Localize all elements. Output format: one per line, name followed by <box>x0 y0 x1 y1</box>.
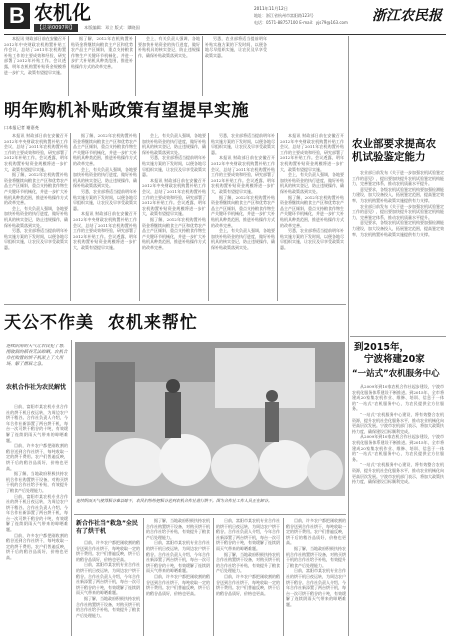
column-divider <box>71 340 72 636</box>
lead-column-1: 本报讯 财政部日前在安徽召开2012年中央财政农机购置补贴工作会议，总结了2011年农机购置补贴工作的主要成效和经验，研究部署了2012年补贴工作。会议透露，明年农机购置补贴资金规模将进一步扩大，政策有望提早实施。 <box>4 36 66 75</box>
lead-body-col-4: 另悉，农业部将适当提前明年补贴实施方案的下发时间，以便各地尽早组织实施，让农民及早享受政策实惠。 本报讯 财政部日前在安徽召开2012年中央财政农机购置补贴工作会议，总结了2011年农机购置补贴工作的主要成效和经验，研究部署了2012年补贴工作。会议透露，明年农机购置补贴资金规模将进一步扩大，政策有望提早实施。 据了解，2012年农机购置补贴资金将继续向粮食主产区和优势农产品主产区倾斜，重点支持粮食作物生产关键环节机械化，并进一步扩大补贴机具种类范围，推进补贴操作方式的改革完善。 会上，有关负责人强调，各地要加快补贴资金的执行进度，做好补贴机具的核实登记，防止违规操作，确保补贴政策落到实处。 <box>211 133 275 250</box>
main-divider <box>348 36 349 636</box>
lead-byline: 口本报记者 谢嘉尧 <box>4 125 39 130</box>
feature-body-col-3: 据了解，当地政府积极扶持农机合作社购置烘干设备，对购买烘干机的合作社给予补贴，有效提升了粮食产后处理能力。 日前，富阳市某农机专业合作社的烘干机日夜运转，为周边农户烘干稻谷。合作社负责人介绍，今年合作社新添置了两台烘干机，每台一次可烘干稻谷约十吨，有效缓解了连续阴雨天气带来的晾晒难题。 目前，许多农户都把刚收割的稻谷送到合作社烘干，每吨收取一定的烘干费用。农户们普遍反映，烘干后的稻谷品质好，价格也更高。 <box>146 518 210 596</box>
lead-column-2: 据了解，2012年农机购置补贴资金将继续向粮食主产区和优势农产品主产区倾斜，重点支持粮食作物生产关键环节机械化，并进一步扩大补贴机具种类范围，推进补贴操作方式的改革完善。 <box>71 36 133 69</box>
lead-headline: 明年购机补贴政策有望提早实施 <box>4 101 249 121</box>
column-divider <box>283 518 284 636</box>
lead-column-3: 会上，有关负责人强调，各地要加快补贴资金的执行进度，做好补贴机具的核实登记，防止违规操作，确保补贴政策落到实处。 <box>138 36 200 58</box>
side-body-1: 农业部日前发布《关于进一步加强农机试验鉴定工作的意见》，提出要加快提升农机试验鉴定机构能力，完善鉴定体系，推动农机质量水平提升。 意见要求，各级农机试验鉴定机构要加强检测能力建设，加大设备投入，拓展鉴定范围，提高鉴定效率，为农机购置补贴政策实施提供有力支撑。 农业部日前发布《关于进一步加强农机试验鉴定工作的意见》，提出要加快提升农机试验鉴定机构能力，完善鉴定体系，推动农机质量水平提升。 意见要求，各级农机试验鉴定机构要加强检测能力建设，加大设备投入，拓展鉴定范围，提高鉴定效率，为农机购置补贴政策实施提供有力支撑。 <box>352 170 444 237</box>
side-headline-1: 农业部要求提高农机试验鉴定能力 <box>352 138 436 163</box>
lead-body-col-1: 本报讯 财政部日前在安徽召开2012年中央财政农机购置补贴工作会议，总结了2011年农机购置补贴工作的主要成效和经验，研究部署了2012年补贴工作。会议透露，明年农机购置补贴资金规模将进一步扩大，政策有望提早实施。 据了解，2012年农机购置补贴资金将继续向粮食主产区和优势农产品主产区倾斜，重点支持粮食作物生产关键环节机械化，并进一步扩大补贴机具种类范围，推进补贴操作方式的改革完善。 会上，有关负责人强调，各地要加快补贴资金的执行进度，做好补贴机具的核实登记，防止违规操作，确保补贴政策落到实处。 另悉，农业部将适当提前明年补贴实施方案的下发时间，以便各地尽早组织实施，让农民及早享受政策实惠。 <box>4 133 68 250</box>
right-headline-line2: 宁波将建20家 <box>364 354 425 365</box>
feature-body-mid: 目前，许多农户都把刚收割的稻谷送到合作社烘干，每吨收取一定的烘干费用。农户们普遍反映，烘干后的稻谷品质好，价格也更高。 日前，富阳市某农机专业合作社的烘干机日夜运转，为周边农户烘干稻谷。合作社负责人介绍，今年合作社新添置了两台烘干机，每台一次可烘干稻谷约十吨，有效缓解了连续阴雨天气带来的晾晒难题。 据了解，当地政府积极扶持农机合作社购置烘干设备，对购买烘干机的合作社给予补贴，有效提升了粮食产后处理能力。 <box>76 540 140 618</box>
column-divider <box>213 518 214 636</box>
column-divider <box>68 36 69 96</box>
column-divider <box>143 518 144 636</box>
column-divider <box>202 36 203 96</box>
section-title: 农机化 <box>34 2 92 24</box>
right-body: 从2009年到10家农机合作社起步建设，宁波市农机化服务体系建设不断推进。到2015年，全市将建成20家集农机作业、维修、培训、信息于一体的“一站式”农机服务中心，为农民提供全方位服务。 “一站式”农机服务中心建设，将有效整合农机资源，提升农机社会化服务水平，推动农业机械化向更高层次发展。宁波市农机部门表示，将加大政策扶持力度，确保建设目标顺利完成。 从2009年到10家农机合作社起步建设，宁波市农机化服务体系建设不断推进。到2015年，全市将建成20家集农机作业、维修、培训、信息于一体的“一站式”农机服务中心，为农民提供全方位服务。 “一站式”农机服务中心建设，将有效整合农机资源，提升农机社会化服务水平，推动农业机械化向更高层次发展。宁波市农机部门表示，将加大政策扶持力度，确保建设目标顺利完成。 <box>352 384 444 485</box>
feature-body-left: 日前，富阳市某农机专业合作社的烘干机日夜运转，为周边农户烘干稻谷。合作社负责人介绍，今年合作社新添置了两台烘干机，每台一次可烘干稻谷约十吨，有效缓解了连续阴雨天气带来的晾晒难题。 目前，许多农户都把刚收割的稻谷送到合作社烘干，每吨收取一定的烘干费用。农户们普遍反映，烘干后的稻谷品质好，价格也更高。 据了解，当地政府积极扶持农机合作社购置烘干设备，对购买烘干机的合作社给予补贴，有效提升了粮食产后处理能力。 日前，富阳市某农机专业合作社的烘干机日夜运转，为周边农户烘干稻谷。合作社负责人介绍，今年合作社新添置了两台烘干机，每台一次可烘干稻谷约十吨，有效缓解了连续阴雨天气带来的晾晒难题。 目前，许多农户都把刚收割的稻谷送到合作社烘干，每吨收取一定的烘干费用。农户们普遍反映，烘干后的稻谷品质好，价格也更高。 <box>6 404 68 561</box>
lead-body-col-5: 本报讯 财政部日前在安徽召开2012年中央财政农机购置补贴工作会议，总结了2011年农机购置补贴工作的主要成效和经验，研究部署了2012年补贴工作。会议透露，明年农机购置补贴资金规模将进一步扩大，政策有望提早实施。 会上，有关负责人强调，各地要加快补贴资金的执行进度，做好补贴机具的核实登记，防止违规操作，确保补贴政策落到实处。 据了解，2012年农机购置补贴资金将继续向粮食主产区和优势农产品主产区倾斜，重点支持粮食作物生产关键环节机械化，并进一步扩大补贴机具种类范围，推进补贴操作方式的改革完善。 另悉，农业部将适当提前明年补贴实施方案的下发时间，以便各地尽早组织实施，让农民及早享受政策实惠。 <box>280 133 344 250</box>
photo-caption: 连续阴雨天气使得稻谷难以晾干，农民们纷纷把稻谷送到农机合作社进行烘干。图为合作社工作人员正在卸谷。 <box>76 498 272 503</box>
feature-body-col-5: 目前，许多农户都把刚收割的稻谷送到合作社烘干，每吨收取一定的烘干费用。农户们普遍反映，烘干后的稻谷品质好，价格也更高。 据了解，当地政府积极扶持农机合作社购置烘干设备，对购买烘干机的合作社给予补贴，有效提升了粮食产后处理能力。 日前，富阳市某农机专业合作社的烘干机日夜运转，为周边农户烘干稻谷。合作社负责人介绍，今年合作社新添置了两台烘干机，每台一次可烘干稻谷约十吨，有效缓解了连续阴雨天气带来的晾晒难题。 <box>286 518 346 607</box>
paper-name: 浙江农民报 <box>372 8 442 24</box>
feature-headline: 天公不作美 农机来帮忙 <box>4 313 198 333</box>
section-divider <box>350 336 446 337</box>
feature-body-col-4: 日前，富阳市某农机专业合作社的烘干机日夜运转，为周边农户烘干稻谷。合作社负责人介绍，今年合作社新添置了两台烘干机，每台一次可烘干稻谷约十吨，有效缓解了连续阴雨天气带来的晾晒难题。 据了解，当地政府积极扶持农机合作社购置烘干设备，对购买烘干机的合作社给予补贴，有效提升了粮食产后处理能力。 目前，许多农户都把刚收割的稻谷送到合作社烘干，每吨收取一定的烘干费用。农户们普遍反映，烘干后的稻谷品质好，价格也更高。 <box>216 518 280 596</box>
contact-line: 电话：0571-88757100 E-mail：yjs79@163.com <box>254 20 348 25</box>
lead-body-col-3: 会上，有关负责人强调，各地要加快补贴资金的执行进度，做好补贴机具的核实登记，防止违规操作，确保补贴政策落到实处。 另悉，农业部将适当提前明年补贴实施方案的下发时间，以便各地尽早组织实施，让农民及早享受政策实惠。 本报讯 财政部日前在安徽召开2012年中央财政农机购置补贴工作会议，总结了2011年农机购置补贴工作的主要成效和经验，研究部署了2012年补贴工作。会议透露，明年农机购置补贴资金规模将进一步扩大，政策有望提早实施。 据了解，2012年农机购置补贴资金将继续向粮食主产区和优势农产品主产区倾斜，重点支持粮食作物生产关键环节机械化，并进一步扩大补贴机具种类范围，推进补贴操作方式的改革完善。 <box>142 133 206 250</box>
right-headline-line3: “一站式”农机服务中心 <box>352 369 440 379</box>
column-divider <box>135 36 136 96</box>
issue-tag: 【总第0097期】 <box>34 24 78 32</box>
column-divider <box>277 133 278 301</box>
section-letter: B <box>9 3 25 28</box>
date-line: 2011年11月12日 <box>254 6 288 11</box>
feature-photo <box>75 342 345 496</box>
photo-scene-icon <box>75 342 345 496</box>
lead-column-4: 另悉，农业部将适当提前明年补贴实施方案的下发时间，以便各地尽早组织实施，让农民及早享受政策实惠。 <box>205 36 267 58</box>
editor-line: 本版编辑：邓立 版式：谭晓国 <box>84 25 140 30</box>
right-headline-year: 到2015年， <box>354 342 409 353</box>
section-letter-box <box>4 3 30 29</box>
caption-divider <box>74 514 346 515</box>
feature-lead-italic: 连续阴雨的天气让农民犯了愁，刚收割的稻谷无法晾晒。农机合作社购置的烘干机派上了大用场，解了燃眉之急。 <box>6 344 68 367</box>
lead-body-col-2: 据了解，2012年农机购置补贴资金将继续向粮食主产区和优势农产品主产区倾斜，重点支持粮食作物生产关键环节机械化，并进一步扩大补贴机具种类范围，推进补贴操作方式的改革完善。 会上，有关负责人强调，各地要加快补贴资金的执行进度，做好补贴机具的核实登记，防止违规操作，确保补贴政策落到实处。 另悉，农业部将适当提前明年补贴实施方案的下发时间，以便各地尽早组织实施，让农民及早享受政策实惠。 本报讯 财政部日前在安徽召开2012年中央财政农机购置补贴工作会议，总结了2011年农机购置补贴工作的主要成效和经验，研究部署了2012年补贴工作。会议透露，明年农机购置补贴资金规模将进一步扩大，政策有望提早实施。 <box>73 133 137 250</box>
column-divider <box>139 133 140 301</box>
feature-subhead-2: 新合作社当“救急”全民有了烘干机 <box>76 520 138 535</box>
feature-subhead: 农机合作社为农民解忧 <box>6 384 67 391</box>
section-divider <box>4 304 346 305</box>
address-line: 地址：浙江省杭州市富阳路123号 <box>254 13 314 18</box>
column-divider <box>70 133 71 301</box>
column-divider <box>208 133 209 301</box>
